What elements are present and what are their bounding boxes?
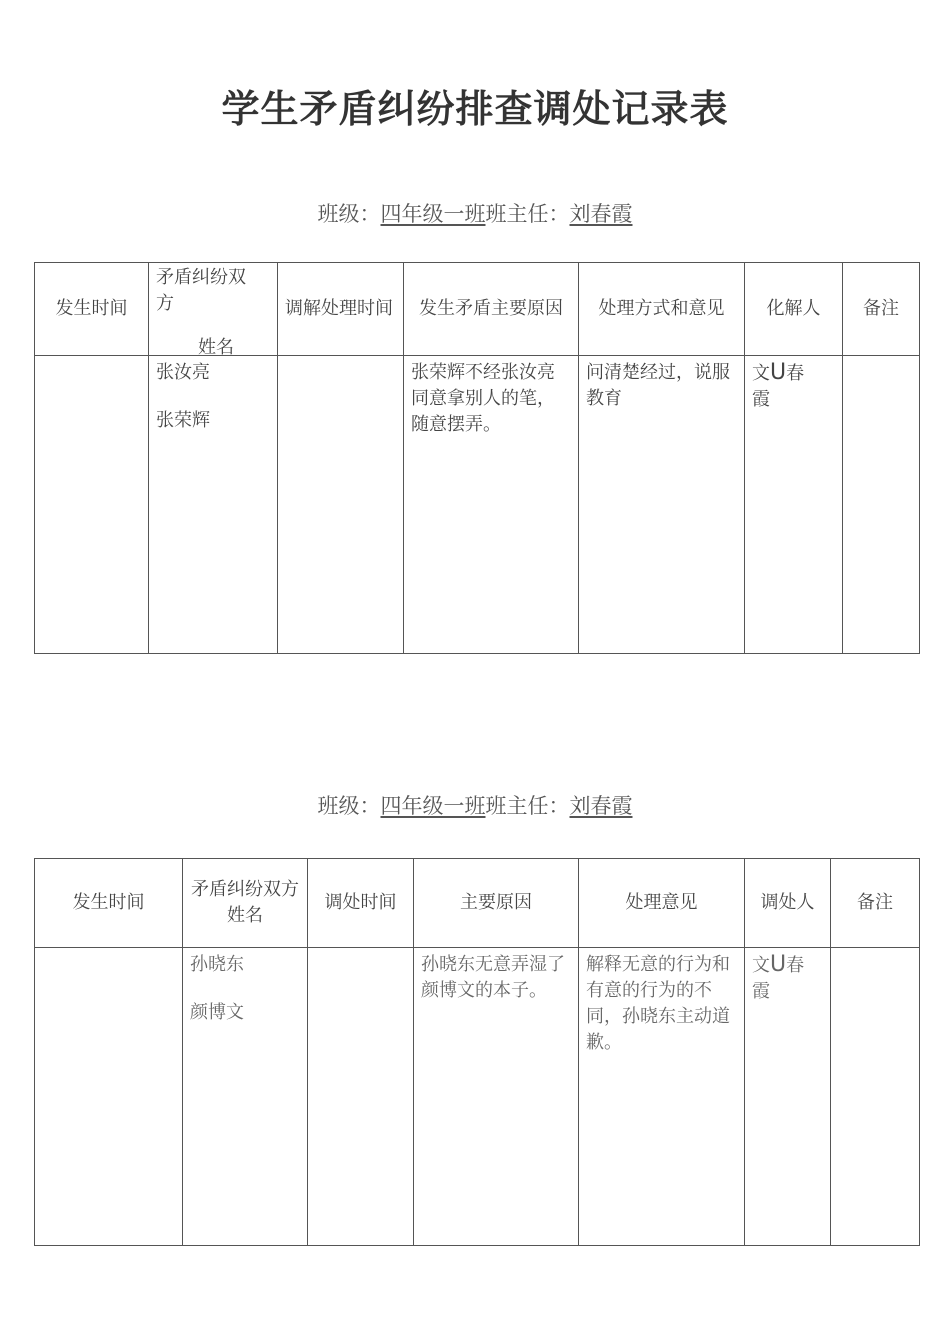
header-resolver: 化解人 — [745, 263, 843, 356]
header-parties-line3: 姓名 — [198, 337, 234, 358]
cell-method: 解释无意的行为和有意的行为的不同，孙晓东主动道歉。 — [579, 948, 745, 1246]
class-label: 班级： — [317, 202, 381, 226]
cell-remarks — [831, 948, 920, 1246]
cell-mediation-time — [278, 356, 404, 654]
resolver-b: U — [770, 952, 787, 977]
teacher-value: 刘春霞 — [569, 202, 633, 226]
class-info-line-1 — [0, 198, 950, 228]
cell-resolver — [745, 356, 843, 654]
resolver-b: U — [770, 360, 787, 385]
class-value: 四年级一班 — [380, 202, 486, 226]
resolver-a: 文 — [752, 955, 770, 976]
header-mediation-time: 调解处理时间 — [278, 263, 404, 356]
resolver-c: 春 — [786, 955, 805, 976]
teacher-value: 刘春霞 — [569, 794, 633, 818]
teacher-label: 班主任： — [485, 202, 570, 226]
page-title: 学生矛盾纠纷排查调处记录表 — [221, 87, 729, 131]
header-parties — [149, 263, 278, 356]
cell-parties — [149, 356, 278, 654]
cell-resolver — [745, 948, 831, 1246]
class-value: 四年级一班 — [380, 794, 486, 818]
cell-time — [35, 356, 149, 654]
class-label: 班级： — [317, 794, 381, 818]
cell-reason: 张荣辉不经张汝亮同意拿别人的笔，随意摆弄。 — [404, 356, 579, 654]
header-time: 发生时间 — [35, 263, 149, 356]
resolver-d: 霞 — [752, 981, 770, 1002]
party-b: 颜博文 — [190, 1002, 244, 1023]
cell-reason: 孙晓东无意弄湿了颜博文的本子。 — [414, 948, 579, 1246]
resolver-a: 文 — [752, 363, 770, 384]
table-row — [35, 948, 920, 1246]
teacher-label: 班主任： — [485, 794, 570, 818]
cell-remarks — [843, 356, 920, 654]
party-b: 张荣辉 — [156, 410, 210, 431]
party-a: 张汝亮 — [156, 362, 210, 383]
cell-parties — [183, 948, 308, 1246]
header-resolver: 调处人 — [745, 859, 831, 948]
header-mediation-time: 调处时间 — [308, 859, 414, 948]
table-header-row — [35, 859, 920, 948]
table-header-row — [35, 263, 920, 356]
cell-time — [35, 948, 183, 1246]
header-reason: 发生矛盾主要原因 — [404, 263, 579, 356]
cell-method: 问清楚经过，说服教育 — [579, 356, 745, 654]
header-remarks: 备注 — [831, 859, 920, 948]
header-parties-line2: 方 — [156, 293, 174, 314]
cell-mediation-time — [308, 948, 414, 1246]
header-reason: 主要原因 — [414, 859, 579, 948]
resolver-c: 春 — [786, 363, 805, 384]
record-table-1 — [34, 262, 920, 654]
table-row — [35, 356, 920, 654]
resolver-d: 霞 — [752, 389, 770, 410]
record-table-2 — [34, 858, 920, 1246]
header-parties: 矛盾纠纷双方姓名 — [183, 859, 308, 948]
class-info-line-2 — [0, 790, 950, 820]
header-method: 处理意见 — [579, 859, 745, 948]
header-time: 发生时间 — [35, 859, 183, 948]
header-parties-line1: 矛盾纠纷双 — [156, 267, 246, 288]
party-a: 孙晓东 — [190, 954, 244, 975]
header-remarks: 备注 — [843, 263, 920, 356]
header-method: 处理方式和意见 — [579, 263, 745, 356]
